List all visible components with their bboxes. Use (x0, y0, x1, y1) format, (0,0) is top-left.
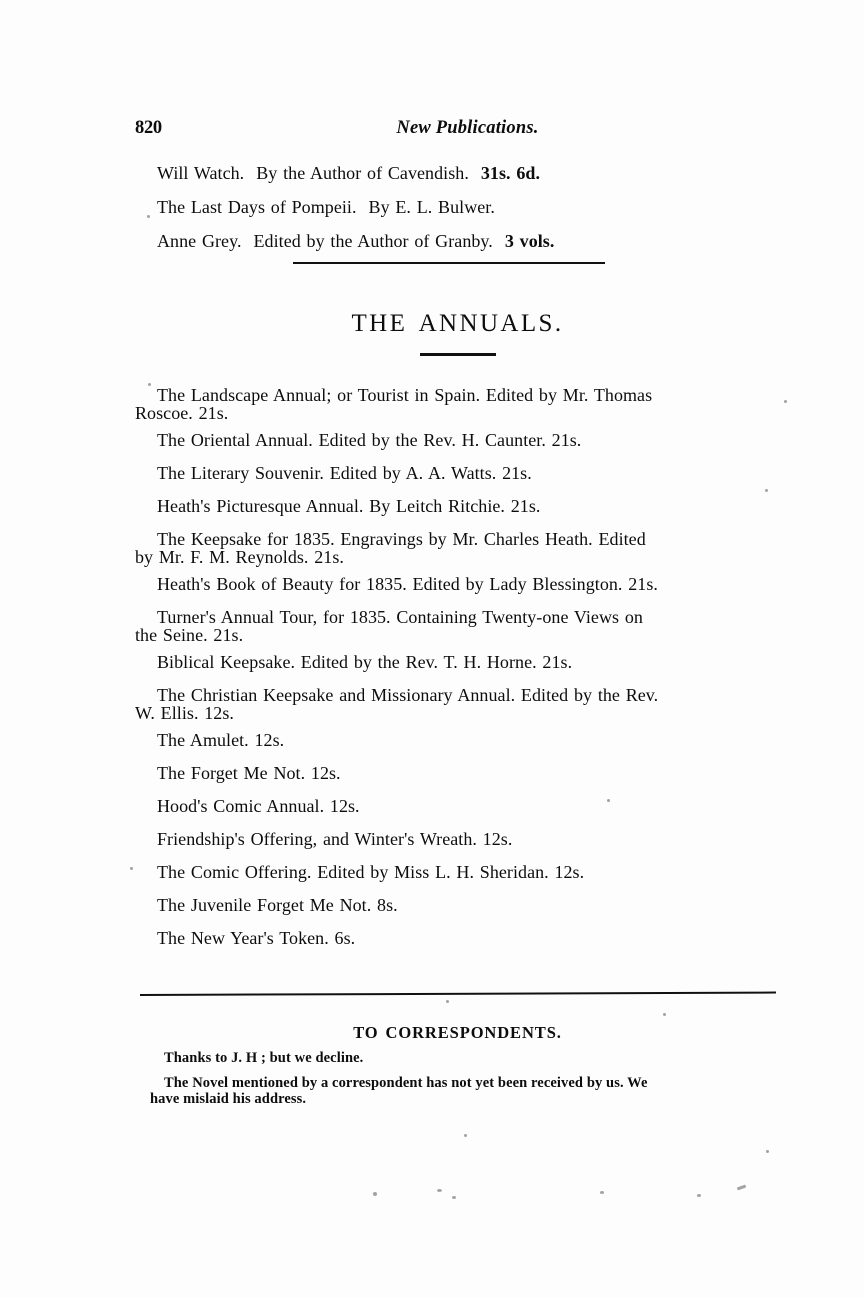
annual-entry: The Comic Offering. Edited by Miss L. H. Sheridan. 12s. (157, 862, 585, 882)
scan-speckle (446, 1000, 449, 1003)
annual-line: The Keepsake for 1835. Engravings by Mr. Charles Heath. Edited (157, 529, 646, 549)
page-folio: 820 (135, 118, 162, 138)
annual-entry: The Literary Souvenir. Edited by A. A. Watts. 21s. (157, 463, 532, 483)
annual-entry (135, 530, 780, 566)
scan-speckle (765, 489, 768, 492)
publication-attribution: Edited by the Author of Granby. (253, 231, 493, 251)
publication-title: Will Watch. (157, 163, 245, 183)
annual-entry: The Amulet. 12s. (157, 730, 285, 750)
publication-price: 3 vols. (504, 231, 555, 251)
correspondents-block (150, 1050, 780, 1108)
annual-line: The Landscape Annual; or Tourist in Spain. Edited by Mr. Thomas (157, 385, 653, 405)
annual-line-cont: W. Ellis. 12s. (135, 703, 234, 723)
scan-speckle (737, 1185, 746, 1191)
annual-line: The Christian Keepsake and Missionary Annual. Edited by the Rev. (157, 685, 659, 705)
publication-price: 31s. 6d. (480, 163, 540, 183)
annual-entry: Hood's Comic Annual. 12s. (157, 796, 360, 816)
scan-speckle (600, 1191, 604, 1194)
running-head-title: New Publications. (396, 118, 539, 138)
annual-entry: Heath's Book of Beauty for 1835. Edited by Lady Blessington. 21s. (157, 574, 658, 594)
publication-title: Anne Grey. (157, 231, 242, 251)
footer-divider-rule (140, 992, 776, 996)
scan-speckle (148, 383, 151, 386)
publication-entry (135, 224, 780, 258)
correspondents-heading: TO CORRESPONDENTS. (353, 1023, 562, 1042)
correspondent-note-line: The Novel mentioned by a correspondent has not yet been received by us. We (164, 1075, 648, 1092)
scan-speckle (464, 1134, 467, 1137)
annuals-heading: THE ANNUALS. (351, 310, 564, 337)
publication-entry (135, 156, 780, 190)
correspondent-note-line-cont: have mislaid his address. (150, 1091, 307, 1108)
annual-entry: The Forget Me Not. 12s. (157, 763, 341, 783)
scan-speckle (452, 1196, 456, 1199)
new-publications-list (135, 156, 780, 258)
scan-speckle (373, 1192, 377, 1196)
section-divider-rule (293, 262, 605, 264)
scan-speckle (147, 215, 150, 218)
annual-line-cont: by Mr. F. M. Reynolds. 21s. (135, 547, 344, 567)
annual-entry (135, 686, 780, 722)
annual-entry: Biblical Keepsake. Edited by the Rev. T. H. Horne. 21s. (157, 652, 573, 672)
scan-speckle (130, 867, 133, 870)
annual-entry: The New Year's Token. 6s. (157, 928, 356, 948)
annual-entry: Friendship's Offering, and Winter's Wreath. 12s. (157, 829, 513, 849)
publication-title: The Last Days of Pompeii. (157, 197, 357, 217)
scan-speckle (663, 1013, 666, 1016)
correspondent-note (150, 1075, 780, 1107)
scan-speckle (437, 1189, 442, 1192)
annual-entry: Heath's Picturesque Annual. By Leitch Ritchie. 21s. (157, 496, 541, 516)
scan-speckle (766, 1150, 769, 1153)
annual-entry: The Oriental Annual. Edited by the Rev. H. Caunter. 21s. (157, 430, 582, 450)
scan-speckle (697, 1194, 701, 1197)
annual-line-cont: Roscoe. 21s. (135, 403, 229, 423)
annual-line-cont: the Seine. 21s. (135, 625, 244, 645)
publication-entry (135, 190, 780, 224)
annuals-list (135, 386, 780, 947)
annual-entry (135, 608, 780, 644)
annual-entry (135, 386, 780, 422)
correspondent-note: Thanks to J. H ; but we decline. (164, 1050, 364, 1066)
scan-speckle (784, 400, 787, 403)
scan-speckle (607, 799, 610, 802)
running-head (135, 118, 780, 142)
annuals-heading-rule (420, 353, 496, 356)
annual-entry: The Juvenile Forget Me Not. 8s. (157, 895, 398, 915)
publication-attribution: By the Author of Cavendish. (256, 163, 469, 183)
publication-attribution: By E. L. Bulwer. (368, 197, 495, 217)
annual-line: Turner's Annual Tour, for 1835. Containing Twenty-one Views on (157, 607, 643, 627)
